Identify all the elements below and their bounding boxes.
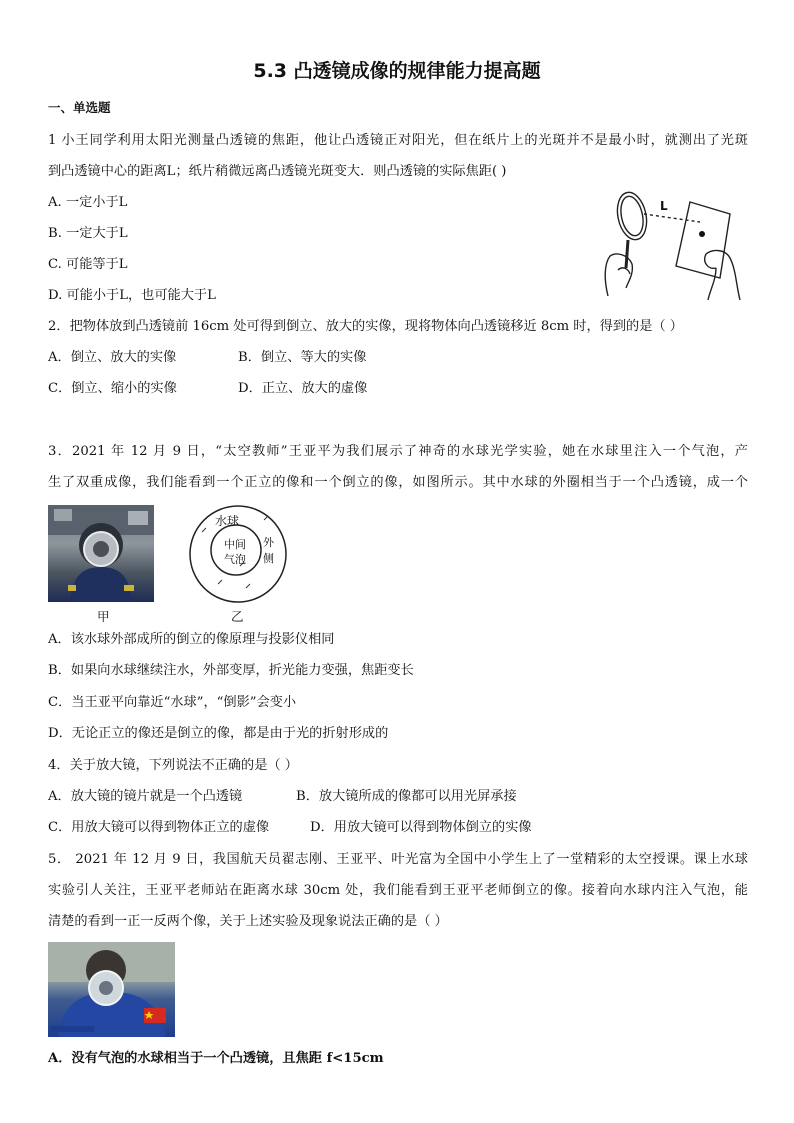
q5-stem-line2: 实验引人关注，王亚平老师站在距离水球 30cm 处，我们能看到王亚平老师倒立的像。接着向水球内注入气泡，能 xyxy=(48,883,748,898)
caption-yi: 乙 xyxy=(231,609,244,624)
q3-stem-line1: 3．2021 年 12 月 9 日，“太空教师”王亚平为我们展示了神奇的水球光学实验，她在水球里注入一个气泡，产 xyxy=(48,444,748,459)
q5-option-a: A．没有气泡的水球相当于一个凸透镜，且焦距 f<15cm xyxy=(48,1051,384,1066)
q1-stem-line1: 1 小王同学利用太阳光测量凸透镜的焦距，他让凸透镜正对阳光，但在纸片上的光斑并不是最小时，就测出了光斑 xyxy=(48,133,748,148)
q1-option-c: C. 可能等于L xyxy=(48,257,128,272)
q2-option-b: B．倒立、等大的实像 xyxy=(238,350,367,365)
q5-stem-line3: 清楚的看到一正一反两个像，关于上述实验及现象说法正确的是（ ） xyxy=(48,914,448,929)
label-middle: 中间 xyxy=(224,538,246,551)
q4-stem: 4．关于放大镜，下列说法不正确的是（ ） xyxy=(48,758,298,773)
label-water-ball: 水球 xyxy=(215,514,240,528)
q3-option-d: D．无论正立的像还是倒立的像，都是由于光的折射形成的 xyxy=(48,726,389,741)
label-bubble: 气泡 xyxy=(224,553,246,566)
q4-option-d: D．用放大镜可以得到物体倒立的实像 xyxy=(310,820,532,835)
q1-option-d: D. 可能小于L，也可能大于L xyxy=(48,288,216,303)
q5-stem-line1: 5． 2021 年 12 月 9 日，我国航天员翟志刚、王亚平、叶光富为全国中小学生上了一堂精彩的太空授课。课上水球 xyxy=(48,852,748,867)
lens-handle xyxy=(626,240,628,268)
section-heading: 一、单选题 xyxy=(48,100,111,115)
page-title: 5.3 凸透镜成像的规律能力提高题 xyxy=(253,60,541,82)
lens-inner xyxy=(618,194,647,237)
label-side: 侧 xyxy=(263,552,274,565)
q3-stem-line2: 生了双重成像，我们能看到一个正立的像和一个倒立的像，如图所示。其中水球的外圈相当于一个凸透镜，成一个 xyxy=(48,475,748,490)
q3-option-c: C．当王亚平向靠近“水球”，“倒影”会变小 xyxy=(48,695,297,710)
q2-option-c: C．倒立、缩小的实像 xyxy=(48,381,177,396)
q2-option-a: A．倒立、放大的实像 xyxy=(48,350,177,365)
q3-option-b: B．如果向水球继续注水，外部变厚，折光能力变强，焦距变长 xyxy=(48,663,414,678)
label-outer: 外 xyxy=(263,536,274,549)
q4-option-b: B．放大镜所成的像都可以用光屏承接 xyxy=(296,789,517,804)
water-ball-diagram-yi xyxy=(188,504,288,604)
water-ball-photo-jia xyxy=(48,505,154,602)
q1-option-b: B. 一定大于L xyxy=(48,226,128,241)
left-hand xyxy=(605,254,632,296)
q3-option-a: A．该水球外部成所的倒立的像原理与投影仪相同 xyxy=(48,632,335,647)
paper-sheet xyxy=(676,202,730,278)
q4-option-c: C．用放大镜可以得到物体正立的虚像 xyxy=(48,820,270,835)
space-class-photo xyxy=(48,942,175,1037)
q4-option-a: A．放大镜的镜片就是一个凸透镜 xyxy=(48,789,243,804)
light-spot xyxy=(699,231,705,237)
distance-line xyxy=(644,214,700,222)
magnifier-paper-figure xyxy=(598,184,748,304)
q1-option-a: A. 一定小于L xyxy=(48,195,128,210)
q1-stem-line2: 到凸透镜中心的距离L；纸片稍微远离凸透镜光斑变大．则凸透镜的实际焦距( ) xyxy=(48,164,507,179)
distance-label: L xyxy=(660,199,668,213)
q2-stem: 2．把物体放到凸透镜前 16cm 处可得到倒立、放大的实像，现将物体向凸透镜移近 8cm 时，得到的是（ ） xyxy=(48,319,683,334)
caption-jia: 甲 xyxy=(97,609,110,624)
q2-option-d: D．正立、放大的虚像 xyxy=(238,381,368,396)
